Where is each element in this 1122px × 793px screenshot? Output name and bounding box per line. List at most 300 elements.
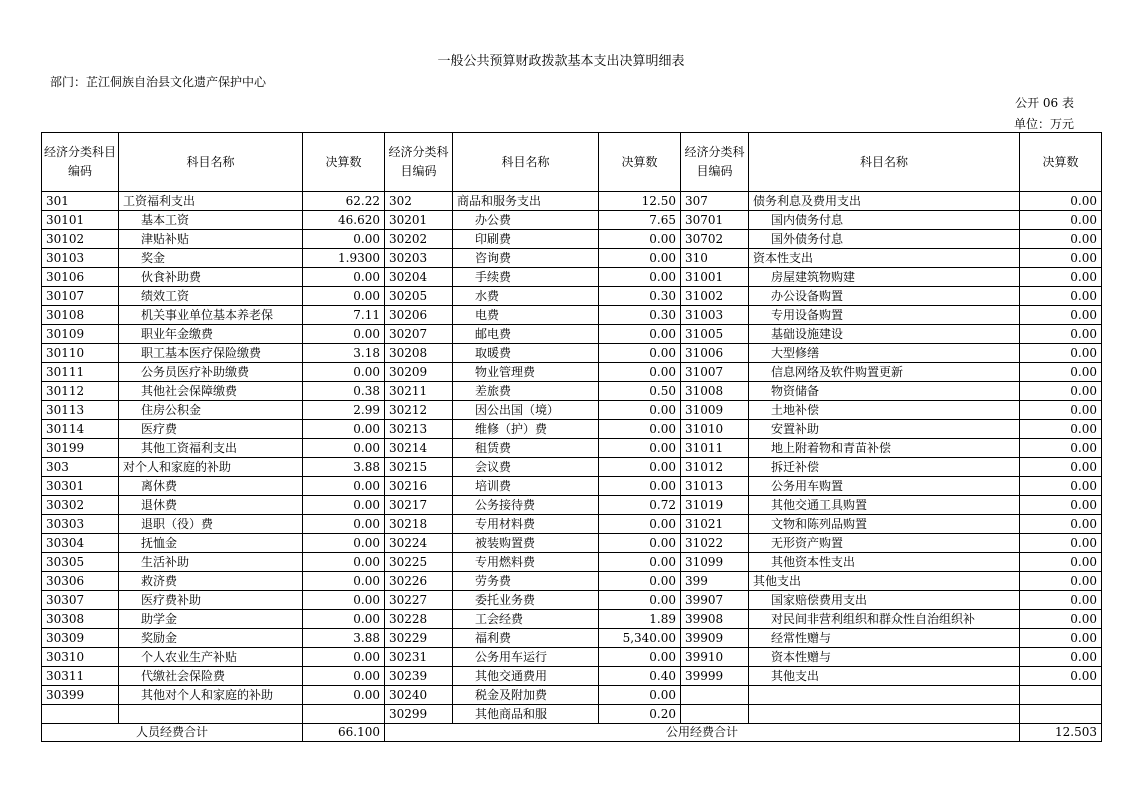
amount-cell: 0.00 (1020, 553, 1102, 572)
amount-cell: 0.00 (599, 439, 681, 458)
amount-cell: 0.20 (599, 705, 681, 724)
code-cell: 31021 (681, 515, 749, 534)
name-cell: 无形资产购置 (749, 534, 1020, 553)
name-cell: 基本工资 (119, 211, 303, 230)
amount-cell: 0.30 (599, 306, 681, 325)
header-code-1: 经济分类科目编码 (42, 133, 119, 192)
table-row (42, 515, 1102, 534)
header-code-3: 经济分类科目编码 (681, 133, 749, 192)
amount-cell: 7.65 (599, 211, 681, 230)
name-cell: 因公出国（境） (453, 401, 599, 420)
name-cell: 职工基本医疗保险缴费 (119, 344, 303, 363)
code-cell: 30213 (385, 420, 453, 439)
name-cell: 其他社会保障缴费 (119, 382, 303, 401)
name-cell: 生活补助 (119, 553, 303, 572)
table-row (42, 610, 1102, 629)
expenditure-table (41, 132, 1102, 742)
code-cell: 310 (681, 249, 749, 268)
table-row (42, 230, 1102, 249)
name-cell: 其他支出 (749, 667, 1020, 686)
name-cell: 对民间非营利组织和群众性自治组织补 (749, 610, 1020, 629)
amount-cell: 62.22 (303, 192, 385, 211)
code-cell: 39910 (681, 648, 749, 667)
code-cell: 31006 (681, 344, 749, 363)
amount-cell: 0.00 (303, 230, 385, 249)
name-cell: 公务用车购置 (749, 477, 1020, 496)
code-cell: 30306 (42, 572, 119, 591)
amount-cell: 0.00 (1020, 477, 1102, 496)
name-cell: 抚恤金 (119, 534, 303, 553)
name-cell: 土地补偿 (749, 401, 1020, 420)
amount-cell: 0.00 (1020, 439, 1102, 458)
name-cell: 专用材料费 (453, 515, 599, 534)
amount-cell: 0.00 (303, 648, 385, 667)
amount-cell: 0.00 (1020, 534, 1102, 553)
name-cell: 其他交通工具购置 (749, 496, 1020, 515)
amount-cell: 0.00 (1020, 306, 1102, 325)
code-cell: 30239 (385, 667, 453, 686)
name-cell: 伙食补助费 (119, 268, 303, 287)
code-cell: 39908 (681, 610, 749, 629)
amount-cell: 0.00 (1020, 629, 1102, 648)
name-cell (749, 686, 1020, 705)
name-cell: 退休费 (119, 496, 303, 515)
code-cell: 30226 (385, 572, 453, 591)
header-amount-3: 决算数 (1020, 133, 1102, 192)
table-row (42, 591, 1102, 610)
header-code-2: 经济分类科目编码 (385, 133, 453, 192)
personnel-total-value: 66.100 (303, 724, 385, 742)
code-cell: 30304 (42, 534, 119, 553)
code-cell: 30217 (385, 496, 453, 515)
amount-cell: 0.00 (303, 610, 385, 629)
amount-cell: 0.00 (1020, 420, 1102, 439)
amount-cell: 3.88 (303, 458, 385, 477)
public-total-value: 12.503 (1020, 724, 1102, 742)
name-cell: 劳务费 (453, 572, 599, 591)
code-cell: 31009 (681, 401, 749, 420)
name-cell: 其他资本性支出 (749, 553, 1020, 572)
document-title: 一般公共预算财政拨款基本支出决算明细表 (437, 54, 685, 69)
name-cell: 手续费 (453, 268, 599, 287)
header-name-2: 科目名称 (453, 133, 599, 192)
amount-cell: 0.00 (303, 667, 385, 686)
amount-cell: 0.00 (599, 686, 681, 705)
amount-cell: 0.00 (1020, 325, 1102, 344)
code-cell: 31008 (681, 382, 749, 401)
name-cell: 其他工资福利支出 (119, 439, 303, 458)
name-cell: 国外债务付息 (749, 230, 1020, 249)
table-number: 公开 06 表 (1015, 96, 1074, 110)
code-cell: 30299 (385, 705, 453, 724)
amount-cell: 1.9300 (303, 249, 385, 268)
table-row (42, 287, 1102, 306)
table-row (42, 477, 1102, 496)
amount-cell: 0.00 (1020, 610, 1102, 629)
name-cell: 职业年金缴费 (119, 325, 303, 344)
amount-cell: 0.00 (1020, 667, 1102, 686)
name-cell: 大型修缮 (749, 344, 1020, 363)
name-cell: 印刷费 (453, 230, 599, 249)
code-cell: 30702 (681, 230, 749, 249)
code-cell: 30225 (385, 553, 453, 572)
amount-cell: 0.00 (599, 268, 681, 287)
amount-cell: 0.00 (303, 477, 385, 496)
amount-cell: 46.620 (303, 211, 385, 230)
name-cell: 其他交通费用 (453, 667, 599, 686)
amount-cell: 0.38 (303, 382, 385, 401)
name-cell: 绩效工资 (119, 287, 303, 306)
name-cell: 专用设备购置 (749, 306, 1020, 325)
amount-cell: 0.00 (303, 591, 385, 610)
amount-cell: 0.30 (599, 287, 681, 306)
amount-cell: 0.50 (599, 382, 681, 401)
amount-cell: 0.00 (599, 477, 681, 496)
name-cell: 工资福利支出 (119, 192, 303, 211)
code-cell: 30114 (42, 420, 119, 439)
code-cell: 30206 (385, 306, 453, 325)
name-cell: 其他对个人和家庭的补助 (119, 686, 303, 705)
table-row (42, 325, 1102, 344)
amount-cell: 0.00 (599, 572, 681, 591)
name-cell: 维修（护）费 (453, 420, 599, 439)
code-cell: 30204 (385, 268, 453, 287)
code-cell: 30199 (42, 439, 119, 458)
name-cell (119, 705, 303, 724)
table-row (42, 211, 1102, 230)
amount-cell: 0.00 (303, 325, 385, 344)
table-body (42, 192, 1102, 724)
amount-cell: 2.99 (303, 401, 385, 420)
name-cell: 差旅费 (453, 382, 599, 401)
code-cell: 30211 (385, 382, 453, 401)
code-cell: 30311 (42, 667, 119, 686)
amount-cell: 0.00 (599, 515, 681, 534)
code-cell: 30305 (42, 553, 119, 572)
code-cell: 30106 (42, 268, 119, 287)
header-amount-2: 决算数 (599, 133, 681, 192)
name-cell: 取暖费 (453, 344, 599, 363)
code-cell: 31002 (681, 287, 749, 306)
code-cell: 30227 (385, 591, 453, 610)
code-cell: 30108 (42, 306, 119, 325)
amount-cell: 0.00 (599, 344, 681, 363)
amount-cell: 7.11 (303, 306, 385, 325)
code-cell: 30309 (42, 629, 119, 648)
table-row (42, 420, 1102, 439)
amount-cell: 0.00 (1020, 496, 1102, 515)
code-cell: 30203 (385, 249, 453, 268)
name-cell: 医疗费补助 (119, 591, 303, 610)
amount-cell: 0.00 (599, 325, 681, 344)
name-cell: 电费 (453, 306, 599, 325)
code-cell: 30224 (385, 534, 453, 553)
amount-cell: 3.18 (303, 344, 385, 363)
code-cell: 30208 (385, 344, 453, 363)
amount-cell: 0.00 (1020, 382, 1102, 401)
name-cell: 办公费 (453, 211, 599, 230)
name-cell: 福利费 (453, 629, 599, 648)
code-cell: 301 (42, 192, 119, 211)
code-cell: 39909 (681, 629, 749, 648)
code-cell: 30240 (385, 686, 453, 705)
code-cell: 31010 (681, 420, 749, 439)
code-cell: 31003 (681, 306, 749, 325)
table-row (42, 705, 1102, 724)
code-cell: 30216 (385, 477, 453, 496)
name-cell: 公务员医疗补助缴费 (119, 363, 303, 382)
amount-cell: 12.50 (599, 192, 681, 211)
code-cell: 30307 (42, 591, 119, 610)
amount-cell: 0.40 (599, 667, 681, 686)
table-row (42, 249, 1102, 268)
code-cell: 30701 (681, 211, 749, 230)
code-cell: 307 (681, 192, 749, 211)
name-cell: 国家赔偿费用支出 (749, 591, 1020, 610)
amount-cell (303, 705, 385, 724)
amount-cell: 0.00 (599, 553, 681, 572)
amount-cell: 0.00 (1020, 515, 1102, 534)
name-cell: 房屋建筑物购建 (749, 268, 1020, 287)
amount-cell: 0.00 (303, 686, 385, 705)
amount-cell: 0.00 (1020, 230, 1102, 249)
code-cell: 31007 (681, 363, 749, 382)
code-cell: 399 (681, 572, 749, 591)
code-cell: 31005 (681, 325, 749, 344)
name-cell: 住房公积金 (119, 401, 303, 420)
name-cell: 基础设施建设 (749, 325, 1020, 344)
amount-cell: 0.72 (599, 496, 681, 515)
name-cell: 商品和服务支出 (453, 192, 599, 211)
name-cell: 办公设备购置 (749, 287, 1020, 306)
name-cell: 委托业务费 (453, 591, 599, 610)
code-cell: 39999 (681, 667, 749, 686)
table-row (42, 629, 1102, 648)
table-row (42, 382, 1102, 401)
name-cell: 奖励金 (119, 629, 303, 648)
amount-cell: 0.00 (599, 458, 681, 477)
amount-cell: 0.00 (599, 534, 681, 553)
amount-cell: 3.88 (303, 629, 385, 648)
code-cell: 30207 (385, 325, 453, 344)
name-cell: 地上附着物和青苗补偿 (749, 439, 1020, 458)
amount-cell: 0.00 (599, 420, 681, 439)
table-row (42, 686, 1102, 705)
code-cell: 31019 (681, 496, 749, 515)
amount-cell: 0.00 (303, 287, 385, 306)
name-cell: 邮电费 (453, 325, 599, 344)
code-cell: 31099 (681, 553, 749, 572)
name-cell: 租赁费 (453, 439, 599, 458)
amount-cell: 0.00 (1020, 192, 1102, 211)
code-cell: 30205 (385, 287, 453, 306)
totals-row (42, 724, 1102, 742)
amount-cell: 0.00 (303, 572, 385, 591)
amount-cell: 0.00 (1020, 401, 1102, 420)
code-cell (42, 705, 119, 724)
code-cell: 30231 (385, 648, 453, 667)
amount-cell: 0.00 (303, 496, 385, 515)
amount-cell: 0.00 (1020, 363, 1102, 382)
table-row (42, 496, 1102, 515)
name-cell: 其他支出 (749, 572, 1020, 591)
code-cell: 30308 (42, 610, 119, 629)
code-cell: 31011 (681, 439, 749, 458)
code-cell (681, 705, 749, 724)
name-cell: 水费 (453, 287, 599, 306)
header-row (42, 133, 1102, 192)
name-cell: 文物和陈列品购置 (749, 515, 1020, 534)
name-cell: 机关事业单位基本养老保 (119, 306, 303, 325)
name-cell: 会议费 (453, 458, 599, 477)
code-cell: 30209 (385, 363, 453, 382)
name-cell: 债务利息及费用支出 (749, 192, 1020, 211)
code-cell: 30212 (385, 401, 453, 420)
name-cell: 个人农业生产补贴 (119, 648, 303, 667)
name-cell: 公务接待费 (453, 496, 599, 515)
unit-label: 单位：万元 (1013, 117, 1074, 131)
table-row (42, 401, 1102, 420)
code-cell: 31013 (681, 477, 749, 496)
code-cell: 30229 (385, 629, 453, 648)
name-cell: 资本性支出 (749, 249, 1020, 268)
code-cell: 30103 (42, 249, 119, 268)
amount-cell (1020, 705, 1102, 724)
code-cell: 30101 (42, 211, 119, 230)
amount-cell: 0.00 (599, 648, 681, 667)
code-cell: 30218 (385, 515, 453, 534)
code-cell: 302 (385, 192, 453, 211)
code-cell: 31001 (681, 268, 749, 287)
code-cell: 30302 (42, 496, 119, 515)
amount-cell: 0.00 (1020, 211, 1102, 230)
name-cell: 安置补助 (749, 420, 1020, 439)
amount-cell: 0.00 (303, 420, 385, 439)
amount-cell: 0.00 (303, 363, 385, 382)
amount-cell: 0.00 (1020, 458, 1102, 477)
name-cell: 助学金 (119, 610, 303, 629)
table-row (42, 534, 1102, 553)
amount-cell: 0.00 (1020, 268, 1102, 287)
amount-cell: 1.89 (599, 610, 681, 629)
name-cell: 专用燃料费 (453, 553, 599, 572)
name-cell: 咨询费 (453, 249, 599, 268)
amount-cell: 0.00 (1020, 591, 1102, 610)
code-cell: 30303 (42, 515, 119, 534)
table-row (42, 192, 1102, 211)
amount-cell: 0.00 (1020, 344, 1102, 363)
code-cell: 30112 (42, 382, 119, 401)
amount-cell: 0.00 (1020, 572, 1102, 591)
header-amount-1: 决算数 (303, 133, 385, 192)
code-cell: 30110 (42, 344, 119, 363)
code-cell: 30310 (42, 648, 119, 667)
code-cell: 30215 (385, 458, 453, 477)
amount-cell: 0.00 (599, 249, 681, 268)
code-cell: 31012 (681, 458, 749, 477)
name-cell: 税金及附加费 (453, 686, 599, 705)
table-row (42, 344, 1102, 363)
code-cell: 30113 (42, 401, 119, 420)
code-cell: 30301 (42, 477, 119, 496)
name-cell: 退职（役）费 (119, 515, 303, 534)
amount-cell: 0.00 (303, 515, 385, 534)
code-cell: 30202 (385, 230, 453, 249)
amount-cell: 0.00 (303, 553, 385, 572)
table-row (42, 458, 1102, 477)
name-cell: 公务用车运行 (453, 648, 599, 667)
code-cell: 30107 (42, 287, 119, 306)
table-row (42, 667, 1102, 686)
amount-cell: 0.00 (1020, 249, 1102, 268)
public-total-label: 公用经费合计 (385, 724, 1020, 742)
amount-cell: 0.00 (303, 439, 385, 458)
name-cell: 物业管理费 (453, 363, 599, 382)
amount-cell: 0.00 (303, 534, 385, 553)
name-cell: 奖金 (119, 249, 303, 268)
code-cell: 30399 (42, 686, 119, 705)
table-row (42, 439, 1102, 458)
amount-cell (1020, 686, 1102, 705)
table-row (42, 268, 1102, 287)
name-cell (749, 705, 1020, 724)
amount-cell: 0.00 (1020, 648, 1102, 667)
amount-cell: 0.00 (303, 268, 385, 287)
name-cell: 代缴社会保险费 (119, 667, 303, 686)
amount-cell: 0.00 (1020, 287, 1102, 306)
name-cell: 拆迁补偿 (749, 458, 1020, 477)
header-name-1: 科目名称 (119, 133, 303, 192)
name-cell: 离休费 (119, 477, 303, 496)
name-cell: 津贴补贴 (119, 230, 303, 249)
code-cell: 39907 (681, 591, 749, 610)
name-cell: 对个人和家庭的补助 (119, 458, 303, 477)
name-cell: 培训费 (453, 477, 599, 496)
name-cell: 工会经费 (453, 610, 599, 629)
name-cell: 经常性赠与 (749, 629, 1020, 648)
name-cell: 信息网络及软件购置更新 (749, 363, 1020, 382)
code-cell: 303 (42, 458, 119, 477)
amount-cell: 0.00 (599, 591, 681, 610)
department-label: 部门：芷江侗族自治县文化遗产保护中心 (50, 75, 267, 89)
table-row (42, 572, 1102, 591)
code-cell: 30201 (385, 211, 453, 230)
code-cell: 30102 (42, 230, 119, 249)
name-cell: 物资储备 (749, 382, 1020, 401)
name-cell: 医疗费 (119, 420, 303, 439)
code-cell: 30228 (385, 610, 453, 629)
table-row (42, 648, 1102, 667)
amount-cell: 0.00 (599, 230, 681, 249)
amount-cell: 5,340.00 (599, 629, 681, 648)
personnel-total-label: 人员经费合计 (42, 724, 303, 742)
name-cell: 资本性赠与 (749, 648, 1020, 667)
name-cell: 被装购置费 (453, 534, 599, 553)
name-cell: 国内债务付息 (749, 211, 1020, 230)
header-name-3: 科目名称 (749, 133, 1020, 192)
code-cell: 31022 (681, 534, 749, 553)
amount-cell: 0.00 (599, 363, 681, 382)
table-row (42, 306, 1102, 325)
amount-cell: 0.00 (599, 401, 681, 420)
name-cell: 救济费 (119, 572, 303, 591)
name-cell: 其他商品和服 (453, 705, 599, 724)
code-cell (681, 686, 749, 705)
code-cell: 30214 (385, 439, 453, 458)
table-row (42, 553, 1102, 572)
table-row (42, 363, 1102, 382)
code-cell: 30109 (42, 325, 119, 344)
